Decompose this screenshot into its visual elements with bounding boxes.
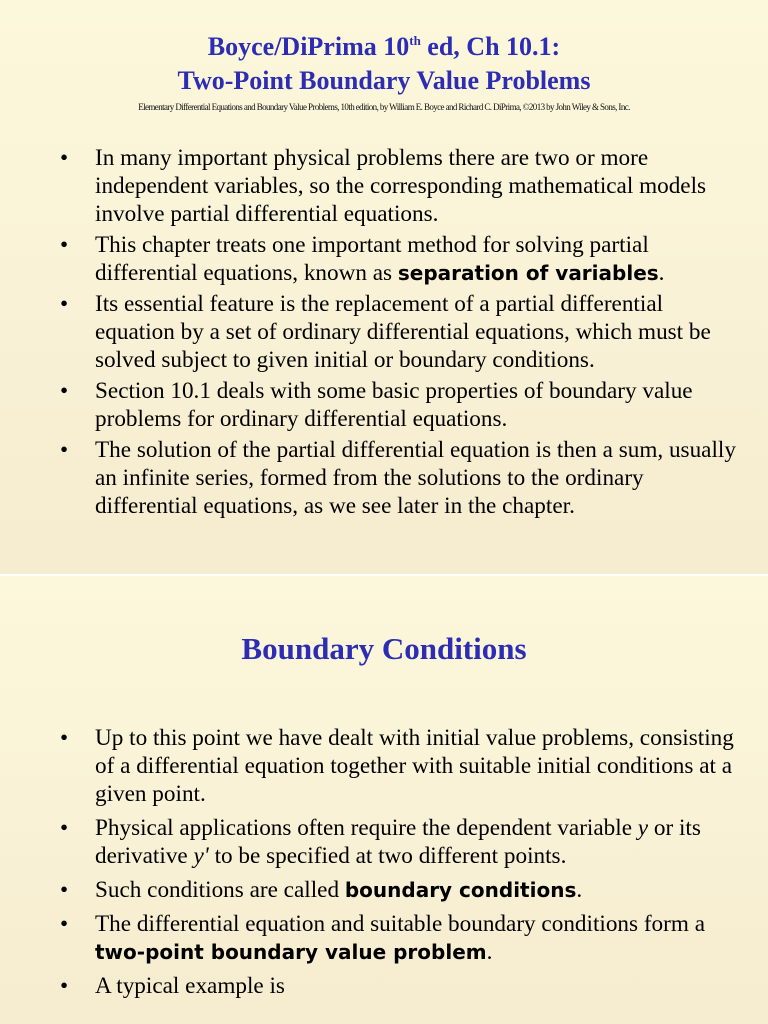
list-item: • Such conditions are called boundary conditions. [60, 877, 583, 903]
list-item: • Physical applications often require the dependent variable y or its derivative y' to be specified at two different points. [60, 815, 701, 869]
slide-title: Boundary Conditions [241, 631, 527, 666]
bullet-icon: • [60, 437, 69, 463]
bullet-icon: • [60, 911, 69, 937]
bullet-icon: • [60, 378, 69, 404]
list-item: • The differential equation and suitable boundary conditions form a two-point boundary value problem. [60, 911, 705, 965]
citation: Elementary Differential Equations and Boundary Value Problems, 10th edition, by William E. Boyce and Richard C. DiPrima, ©2013 by John Wiley & Sons, Inc. [138, 102, 630, 112]
bullet-list [0, 144, 768, 523]
slide-title-line-1: Boyce/DiPrima 10th ed, Ch 10.1: [207, 32, 561, 61]
bullet-list [0, 724, 768, 1006]
bold-term: two-point boundary value problem [95, 940, 487, 964]
variable-y: y [637, 815, 649, 841]
bullet-icon: • [60, 291, 69, 317]
bullet-icon: • [60, 973, 69, 999]
bullet-icon: • [60, 877, 69, 903]
bullet-icon: • [60, 145, 69, 171]
bold-term: separation of variables [397, 261, 659, 285]
bold-term: boundary conditions [344, 878, 577, 902]
slide-2 [0, 576, 768, 1024]
bullet-icon: • [60, 725, 69, 751]
bullet-icon: • [60, 232, 69, 258]
bullet-icon: • [60, 815, 69, 841]
slide-title-line-2: Two-Point Boundary Value Problems [177, 66, 591, 95]
list-item: • The solution of the partial differential equation is then a sum, usually an infinite series, formed from the solutions to the ordinary differential equations, as we see later in the chapter. [60, 437, 736, 519]
list-item: • Section 10.1 deals with some basic properties of boundary value problems for ordinary differential equations. [60, 378, 693, 432]
list-item: • In many important physical problems there are two or more independent variables, so the corresponding mathematical models involve partial differential equations. [60, 145, 707, 227]
list-item: • A typical example is [60, 973, 285, 999]
list-item: • This chapter treats one important method for solving partial differential equations, known as separation of variables. [60, 232, 665, 286]
variable-y-prime: y' [193, 843, 209, 869]
list-item: • Its essential feature is the replacement of a partial differential equation by a set of ordinary differential equations, which must be solved subject to given initial or boundary conditions. [60, 291, 711, 373]
list-item: • Up to this point we have dealt with initial value problems, consisting of a differential equation together with suitable initial conditions at a given point. [60, 725, 734, 807]
